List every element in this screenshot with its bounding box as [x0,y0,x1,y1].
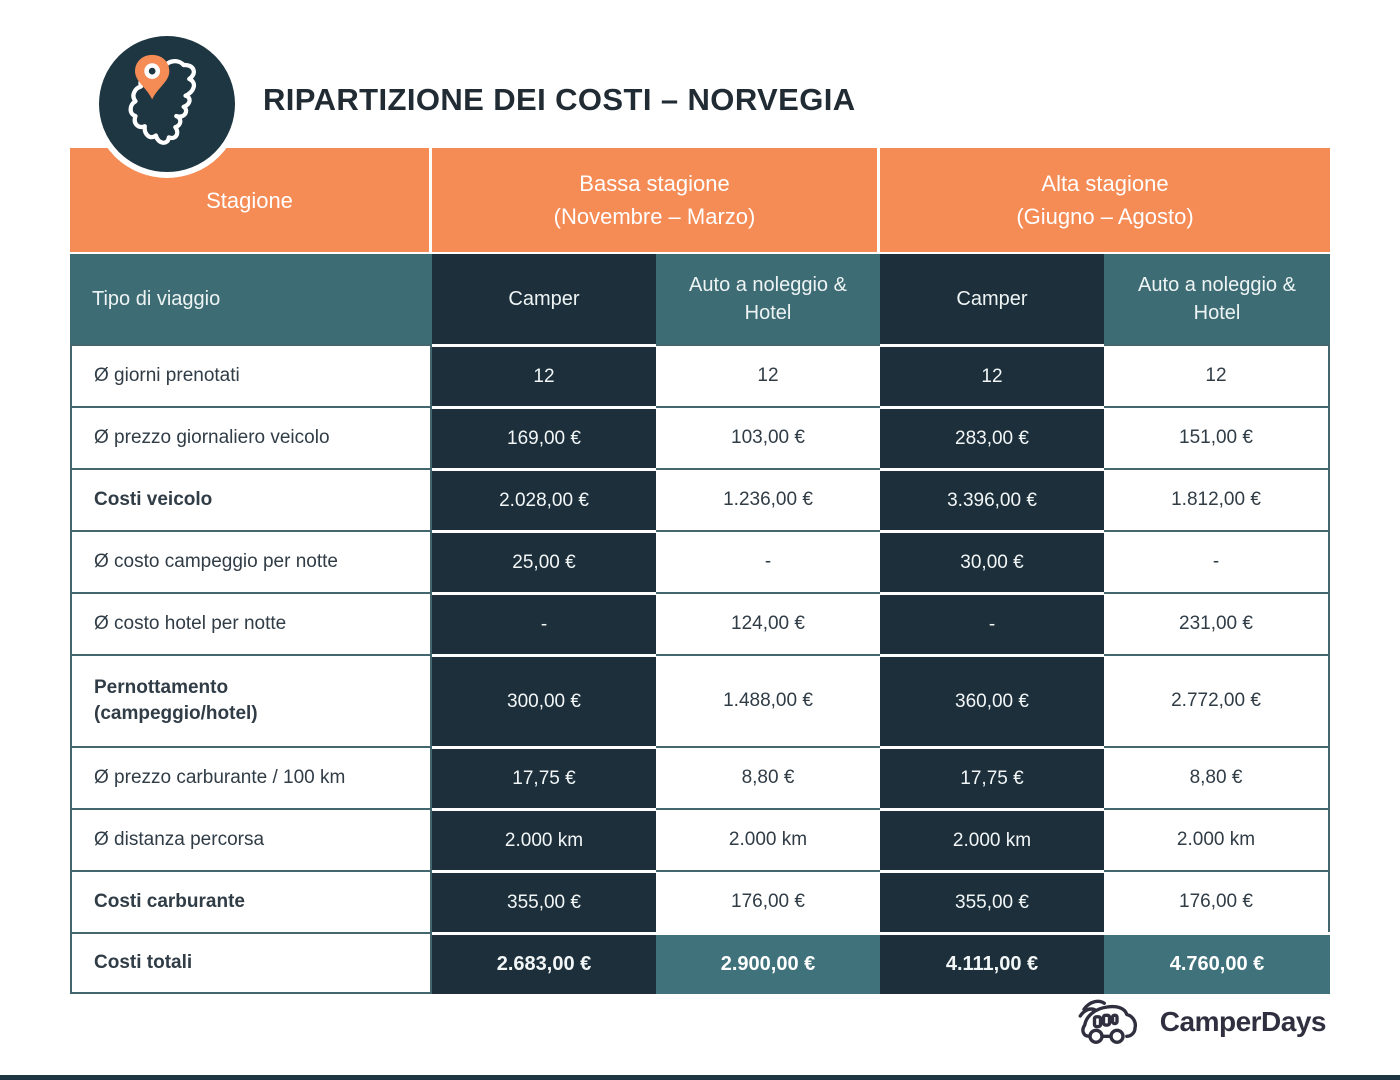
value-camper-low: 300,00 € [432,654,656,746]
row-label: Ø costo campeggio per notte [70,530,432,592]
value-carhotel-high: 8,80 € [1104,746,1330,808]
value-carhotel-low: 124,00 € [656,592,880,654]
value-carhotel-high: 2.000 km [1104,808,1330,870]
value-carhotel-low: 1.236,00 € [656,468,880,530]
car-hotel-low-header-cell: Auto a noleggio & Hotel [656,254,880,344]
value-carhotel-low: 1.488,00 € [656,654,880,746]
value-carhotel-high: 2.772,00 € [1104,654,1330,746]
norway-logo-badge [93,30,241,178]
value-camper-low: 2.000 km [432,808,656,870]
low-season-line1: Bassa stagione [579,171,730,196]
season-label: Stagione [206,187,293,213]
value-camper-high: 355,00 € [880,870,1104,932]
row-label: Ø costo hotel per notte [70,592,432,654]
low-season-line2: (Novembre – Marzo) [553,204,756,229]
table-row [70,654,1330,746]
high-season-header-cell [880,148,1330,252]
value-carhotel-low: 2.000 km [656,808,880,870]
value-camper-low: 355,00 € [432,870,656,932]
row-label: Pernottamento (campeggio/hotel) [70,654,432,746]
value-carhotel-high: 231,00 € [1104,592,1330,654]
trip-type-label-cell: Tipo di viaggio [70,254,432,344]
value-camper-low: - [432,592,656,654]
campervan-icon [1078,996,1150,1048]
value-carhotel-high: 1.812,00 € [1104,468,1330,530]
value-camper-high: 4.111,00 € [880,932,1104,994]
value-carhotel-low: 8,80 € [656,746,880,808]
value-camper-high: 283,00 € [880,406,1104,468]
bottom-accent-bar [0,1075,1400,1080]
row-label: Costi veicolo [70,468,432,530]
value-carhotel-high: 12 [1104,344,1330,406]
norway-map-icon [104,41,230,167]
table-row [70,592,1330,654]
row-label: Ø giorni prenotati [70,344,432,406]
table-row [70,870,1330,932]
season-header-row [70,148,1330,254]
car-hotel-high-header-cell: Auto a noleggio & Hotel [1104,254,1330,344]
table-row [70,746,1330,808]
value-camper-high: 30,00 € [880,530,1104,592]
value-camper-low: 2.683,00 € [432,932,656,994]
value-camper-high: 12 [880,344,1104,406]
value-carhotel-low: 12 [656,344,880,406]
high-season-line1: Alta stagione [1041,171,1169,196]
table-row [70,344,1330,406]
value-camper-high: - [880,592,1104,654]
value-carhotel-high: 176,00 € [1104,870,1330,932]
value-carhotel-low: 2.900,00 € [656,932,880,994]
camperdays-logo [1078,996,1326,1048]
table-row [70,406,1330,468]
value-camper-low: 17,75 € [432,746,656,808]
value-carhotel-low: 176,00 € [656,870,880,932]
high-season-line2: (Giugno – Agosto) [1016,204,1194,229]
value-camper-low: 25,00 € [432,530,656,592]
value-carhotel-low: 103,00 € [656,406,880,468]
camper-high-header-cell: Camper [880,254,1104,344]
table-row [70,468,1330,530]
value-camper-low: 12 [432,344,656,406]
brand-wordmark: CamperDays [1159,1006,1326,1037]
row-label: Costi totali [70,932,432,994]
value-camper-low: 169,00 € [432,406,656,468]
row-label: Ø prezzo giornaliero veicolo [70,406,432,468]
value-carhotel-high: - [1104,530,1330,592]
value-camper-high: 2.000 km [880,808,1104,870]
low-season-header-cell [432,148,880,252]
value-camper-high: 17,75 € [880,746,1104,808]
camper-low-header-cell: Camper [432,254,656,344]
location-pin-icon [135,55,169,99]
value-camper-high: 3.396,00 € [880,468,1104,530]
value-carhotel-low: - [656,530,880,592]
page-title: RIPARTIZIONE DEI COSTI – NORVEGIA [263,82,856,117]
table-row [70,808,1330,870]
totals-row [70,932,1330,994]
value-camper-low: 2.028,00 € [432,468,656,530]
cost-table [70,148,1330,994]
row-label: Ø prezzo carburante / 100 km [70,746,432,808]
trip-type-header-row [70,254,1330,344]
value-carhotel-high: 151,00 € [1104,406,1330,468]
value-camper-high: 360,00 € [880,654,1104,746]
value-carhotel-high: 4.760,00 € [1104,932,1330,994]
table-row [70,530,1330,592]
row-label: Costi carburante [70,870,432,932]
row-label: Ø distanza percorsa [70,808,432,870]
